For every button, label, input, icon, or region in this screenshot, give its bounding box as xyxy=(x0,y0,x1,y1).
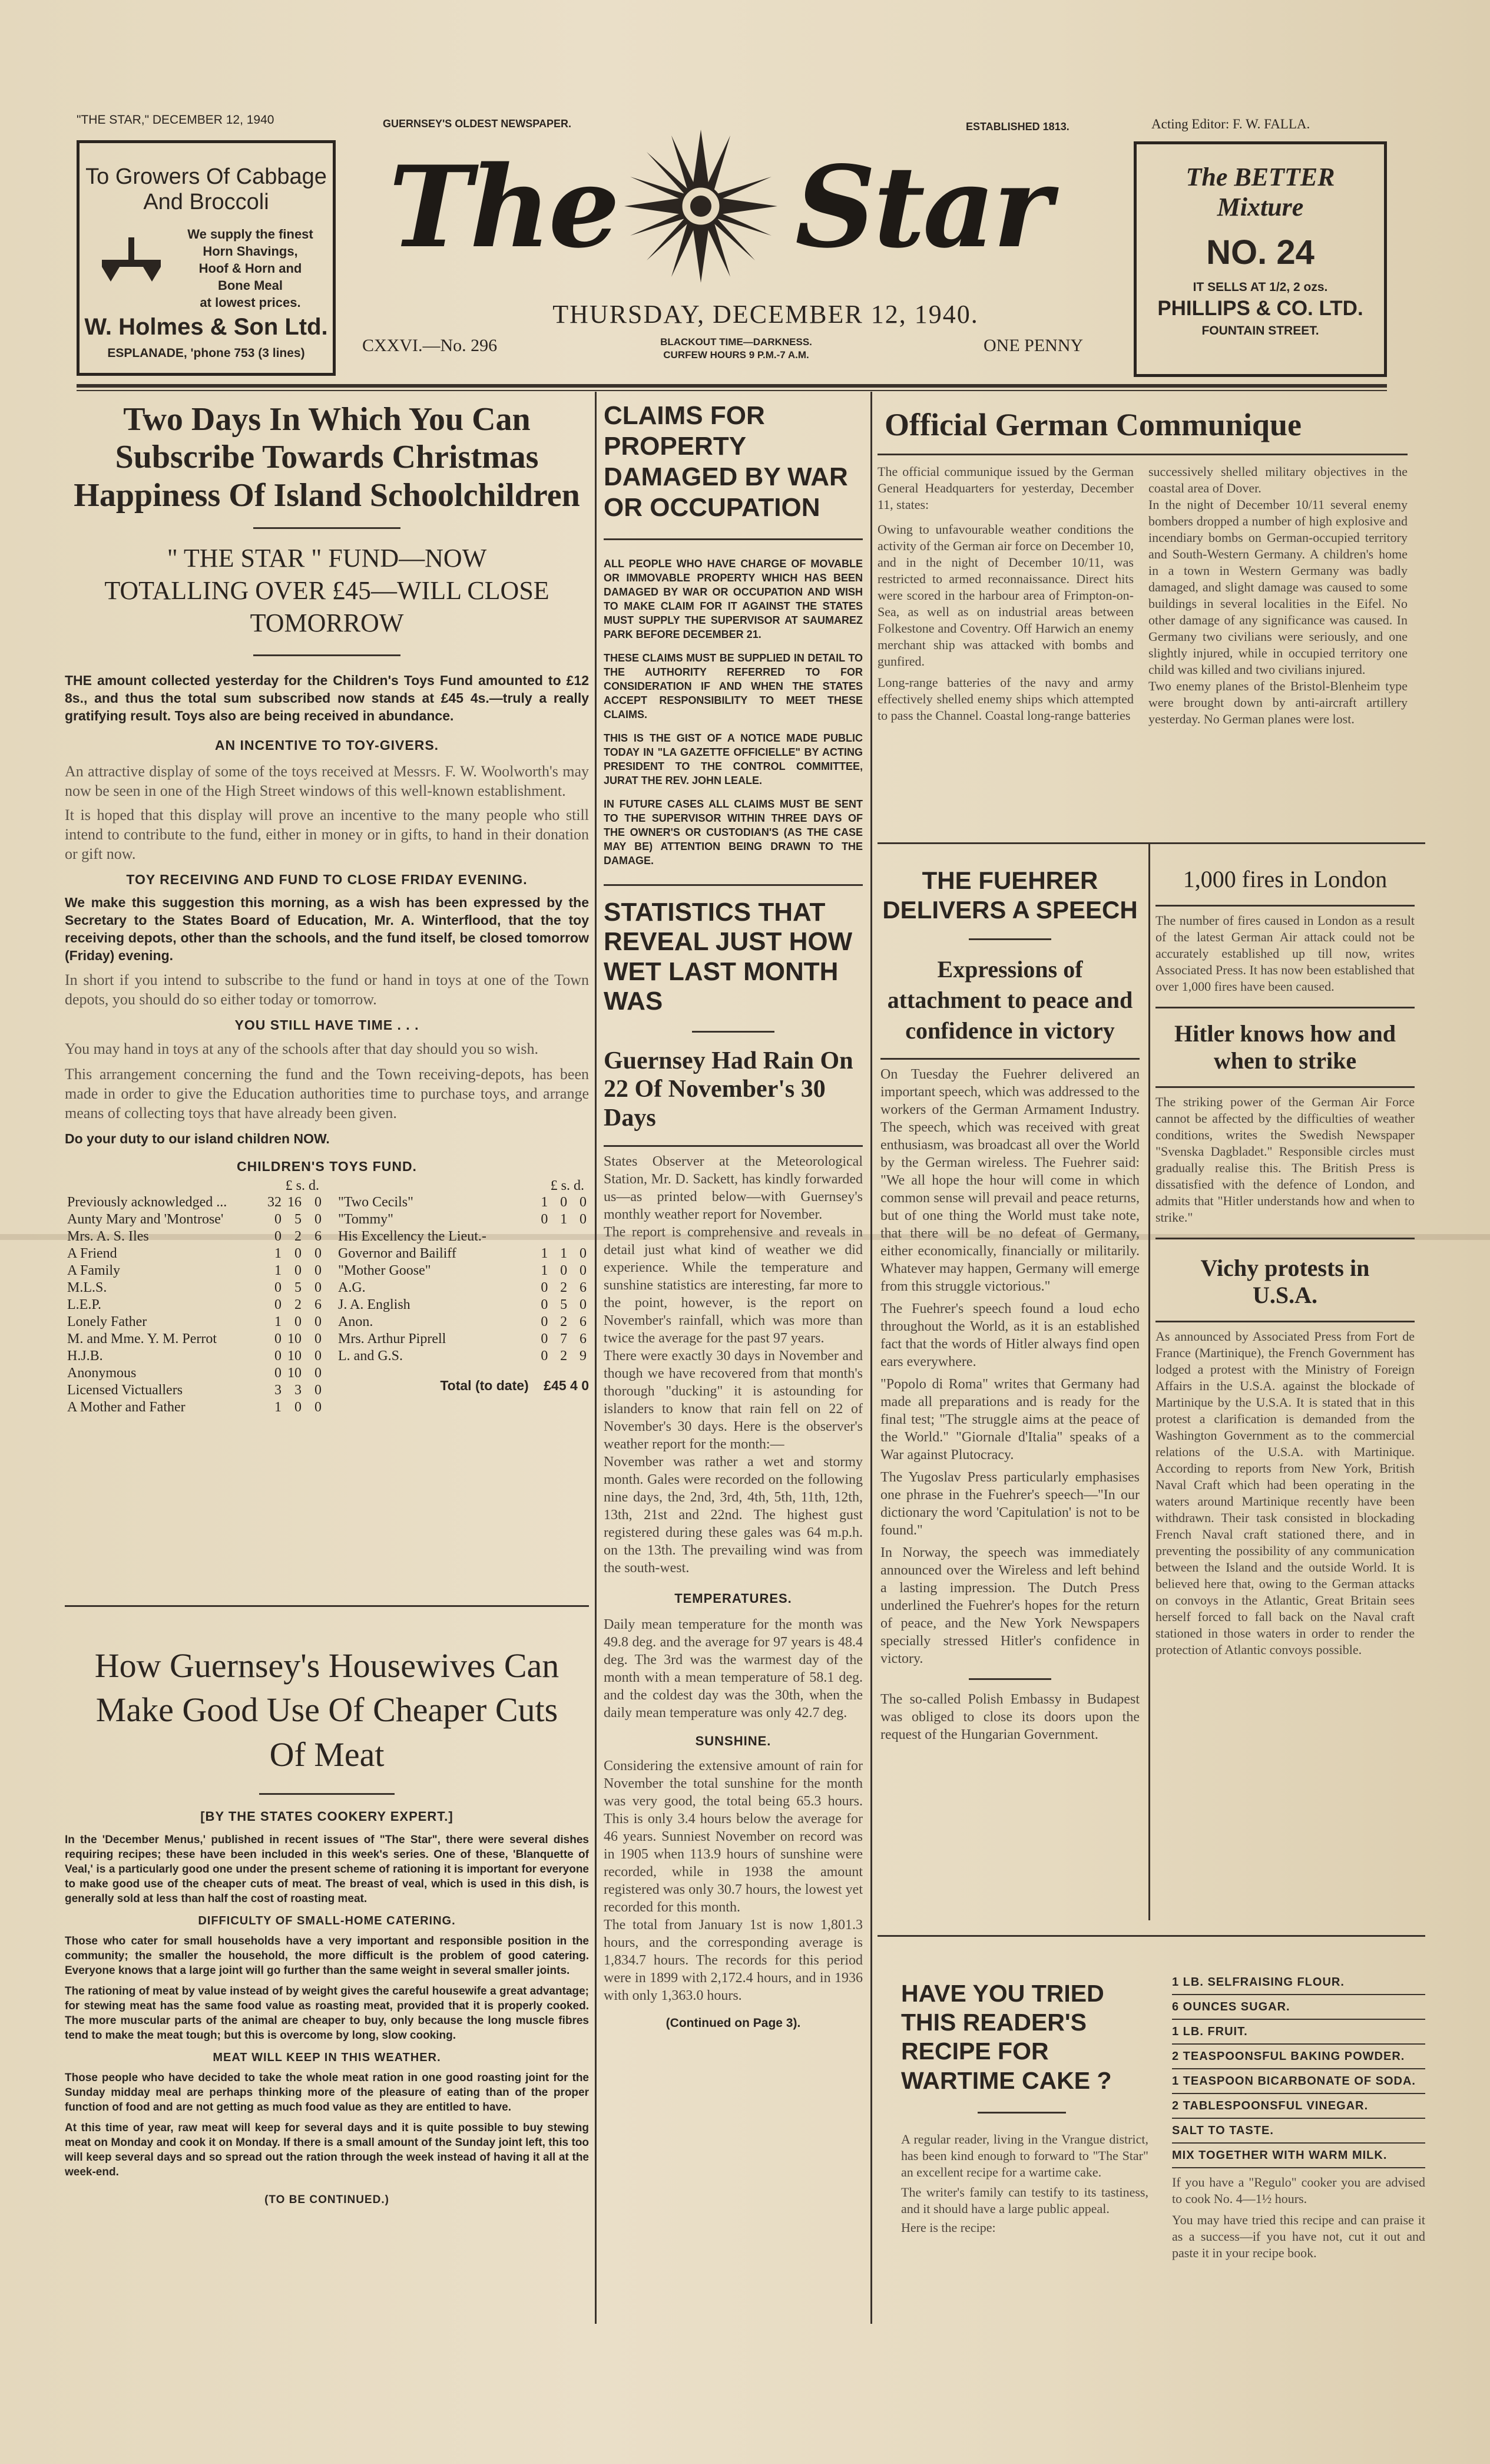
fund-amount: 10 xyxy=(287,1331,302,1347)
fund-amount: 0 xyxy=(314,1314,322,1330)
short-rule xyxy=(969,938,1051,940)
fund-amount: 32 xyxy=(267,1195,282,1210)
fund-amount: 2 xyxy=(560,1348,568,1364)
meat-headline: How Guernsey's Housewives Can Make Good Use Of Cheaper Cuts Of Meat xyxy=(94,1646,559,1774)
fund-row xyxy=(65,1365,324,1382)
short-rule xyxy=(253,527,400,529)
fund-table-left xyxy=(65,1178,324,1416)
fund-amount: 2 xyxy=(560,1314,568,1330)
toys-para-5: In short if you intend to subscribe to the fund or hand in toys at one of the Town depots, you should do so either today or tomorrow. xyxy=(65,971,589,1008)
fund-amount: 1 xyxy=(274,1246,282,1262)
rule xyxy=(1155,1321,1415,1322)
ad-holmes-l6: Bone Meal xyxy=(217,278,283,293)
fires-headline: 1,000 fires in London xyxy=(1183,866,1388,892)
fund-row xyxy=(65,1348,324,1365)
masthead-curfew: CURFEW HOURS 9 P.M.-7 A.M. xyxy=(663,349,809,360)
fund-donor: L. and G.S. xyxy=(338,1348,403,1364)
stats-headline: STATISTICS THAT REVEAL JUST HOW WET LAST MONTH WAS xyxy=(604,897,853,1016)
toys-heading-3: YOU STILL HAVE TIME . . . xyxy=(234,1017,419,1033)
column-1 xyxy=(65,401,589,1416)
communique-article xyxy=(878,406,1408,727)
masthead-rule-thin xyxy=(77,390,1387,391)
cake-para-3: Here is the recipe: xyxy=(901,2220,996,2235)
fund-amount: 10 xyxy=(287,1348,302,1364)
fund-amount: 0 xyxy=(580,1263,587,1279)
ad-phillips-firm: PHILLIPS & CO. LTD. xyxy=(1157,297,1363,320)
rain-para-2: The report is comprehensive and reveals in detail just what kind of weather we did experience. While the temperature and sunshine statistics are interesting, far more to the point, however, is the report on November's rainfall, which was more than twice the average for the past 97 years. xyxy=(604,1224,863,1346)
fund-row xyxy=(336,1262,589,1279)
fund-amount: 1 xyxy=(560,1212,568,1228)
fund-amount: 5 xyxy=(294,1280,302,1296)
fund-amount: 5 xyxy=(560,1297,568,1313)
fund-amount: 6 xyxy=(580,1331,587,1347)
masthead-blackout: BLACKOUT TIME—DARKNESS. xyxy=(660,336,812,348)
masthead-established: ESTABLISHED 1813. xyxy=(966,121,1070,133)
rule xyxy=(604,538,863,540)
fund-amount: 10 xyxy=(287,1365,302,1381)
fund-amount: 0 xyxy=(541,1331,548,1347)
fund-donor: Aunty Mary and 'Montrose' xyxy=(67,1212,224,1228)
rule xyxy=(1155,1007,1415,1008)
rule xyxy=(604,1145,863,1147)
fund-amount: 1 xyxy=(274,1314,282,1330)
fork-icon xyxy=(96,231,167,285)
fund-amount: 0 xyxy=(314,1383,322,1398)
rule xyxy=(1155,1086,1415,1088)
fund-row xyxy=(336,1228,589,1245)
section-rule xyxy=(65,1605,589,1607)
toys-para-3: It is hoped that this display will prove an incentive to the many people who still intend to contribute to the fund, either in money or in gifts, to hand in their donation or gift now. xyxy=(65,806,589,863)
fund-donor: Anon. xyxy=(338,1314,373,1330)
fund-amount: 0 xyxy=(274,1297,282,1313)
fund-amount: 0 xyxy=(541,1280,548,1296)
fuehrer-para-6: The so-called Polish Embassy in Budapest was obliged to close its doors upon the request of the Hungarian Government. xyxy=(880,1692,1140,1743)
communique-para-2: Owing to unfavourable weather conditions the activity of the German air force on December 10, and in the night of December 10/11, was restricted to armed reconnaissance. Direct hits were scored in the harbour area of Frimpton-on-Sea, as well as on industrial areas between Folkestone and Coventry. Off Harwich an enemy merchant ship was attacked with bombs and gunfired. xyxy=(878,522,1134,669)
column-rule-3 xyxy=(1148,842,1150,1920)
masthead-oldest: GUERNSEY'S OLDEST NEWSPAPER. xyxy=(383,118,571,130)
fund-donor: Governor and Bailiff xyxy=(338,1246,456,1262)
masthead-title-right: Star xyxy=(795,141,1050,273)
cake-para-2: The writer's family can testify to its tastiness, and it should have a large public appeal. xyxy=(901,2184,1148,2216)
fund-donor: Anonymous xyxy=(67,1365,137,1381)
toys-heading-2: TOY RECEIVING AND FUND TO CLOSE FRIDAY EVENING. xyxy=(126,872,528,888)
meat-para-5: At this time of year, raw meat will keep for several days and it is quite possible to buy stewing meat on Monday and cook it on Monday. If there is a small amount of the Sunday joint left, this too will keep several days and so spread out the ration through the week instead of having it all at the week-end. xyxy=(65,2122,589,2179)
meat-continued: (TO BE CONTINUED.) xyxy=(264,2194,389,2207)
ad-phillips xyxy=(1134,141,1387,377)
ad-phillips-number: NO. 24 xyxy=(1206,233,1314,272)
fund-amount: 0 xyxy=(541,1314,548,1330)
short-rule xyxy=(692,1031,774,1033)
fund-amount: 2 xyxy=(294,1229,302,1245)
fund-amount: 0 xyxy=(560,1195,568,1210)
cake-para-1: A regular reader, living in the Vrangue district, has been kind enough to forward to "The Star" an excellent recipe for a wartime cake. xyxy=(901,2131,1148,2179)
fuehrer-para-3: "Popolo di Roma" writes that Germany had made all preparations and is ready for the final test; "The struggle aims at the peace of the World." "Giornale d'Italia" speaks of a War against Plutocracy. xyxy=(880,1377,1140,1463)
fund-row xyxy=(65,1399,324,1416)
temp-heading: TEMPERATURES. xyxy=(674,1590,792,1606)
fund-amount: 0 xyxy=(274,1229,282,1245)
fund-amount: 0 xyxy=(274,1331,282,1347)
fund-donor: A Mother and Father xyxy=(67,1400,186,1415)
recipe-ingredient: MIX TOGETHER WITH WARM MILK. xyxy=(1172,2144,1425,2168)
fund-row xyxy=(336,1194,589,1211)
recipe-ingredient: 1 TEASPOON BICARBONATE OF SODA. xyxy=(1172,2069,1425,2094)
fund-donor: A Friend xyxy=(67,1246,117,1262)
recipe-ingredient: 1 LB. SELFRAISING FLOUR. xyxy=(1172,1970,1425,1995)
fund-amount: 0 xyxy=(294,1400,302,1415)
meat-heading-2: MEAT WILL KEEP IN THIS WEATHER. xyxy=(213,2051,441,2065)
communique-para-6: Two enemy planes of the Bristol-Blenheim type were brought down by anti-aircraft artillery yesterday. No German planes were lost. xyxy=(1148,679,1408,727)
ad-holmes-l5: Hoof & Horn and xyxy=(198,261,302,276)
fund-amount: 1 xyxy=(541,1263,548,1279)
fund-amount xyxy=(550,1228,569,1245)
fuehrer-article xyxy=(880,866,1140,1744)
claims-para-3: THIS IS THE GIST OF A NOTICE MADE PUBLIC TODAY IN "LA GAZETTE OFFICIELLE" BY ACTING PRESIDENT TO THE CONTROL COMMITTEE, JURAT THE REV. JOHN LEALE. xyxy=(604,732,863,786)
rain-headline: Guernsey Had Rain On 22 Of November's 30 Days xyxy=(604,1047,853,1132)
fund-row xyxy=(65,1297,324,1314)
fund-row xyxy=(336,1331,589,1348)
fund-row xyxy=(336,1297,589,1314)
fund-row xyxy=(336,1245,589,1262)
fund-row xyxy=(65,1211,324,1228)
fund-row xyxy=(336,1348,589,1365)
fund-donor: M.L.S. xyxy=(67,1280,107,1296)
fund-amount: 2 xyxy=(294,1297,302,1313)
ad-phillips-line2: Mixture xyxy=(1217,193,1304,221)
masthead-rule xyxy=(77,384,1387,388)
fund-donor: "Two Cecils" xyxy=(338,1195,413,1210)
toys-para-6: You may hand in toys at any of the schools after that day should you so wish. xyxy=(65,1040,538,1058)
fund-donor: A Family xyxy=(67,1263,121,1279)
fund-amount xyxy=(531,1228,550,1245)
meat-article xyxy=(65,1643,589,2207)
fund-amount: 0 xyxy=(541,1297,548,1313)
toys-lead: THE amount collected yesterday for the Children's Toys Fund amounted to £12 8s., and thus the total sum subscribed now stands at £45 4s.—truly a really gratifying result. Toys also are being received in abundance. xyxy=(65,673,589,724)
fund-amount: 0 xyxy=(294,1246,302,1262)
fund-amount: 0 xyxy=(580,1195,587,1210)
fund-amount xyxy=(569,1228,589,1245)
fund-amount: 6 xyxy=(314,1229,322,1245)
fund-amount: 9 xyxy=(580,1348,587,1364)
fund-amount: 3 xyxy=(294,1383,302,1398)
short-rule xyxy=(969,1678,1051,1680)
fund-row xyxy=(336,1211,589,1228)
fund-amount: 5 xyxy=(294,1212,302,1228)
fund-amount: 1 xyxy=(274,1263,282,1279)
fund-amount: 0 xyxy=(580,1297,587,1313)
fund-donor: M. and Mme. Y. M. Perrot xyxy=(67,1331,217,1347)
sun-heading: SUNSHINE. xyxy=(695,1733,772,1748)
fuehrer-para-2: The Fuehrer's speech found a loud echo throughout the World, as it is an established fact that the words of Hitler always find open ears everywhere. xyxy=(880,1301,1140,1370)
communique-para-4: successively shelled military objectives in the coastal area of Dover. xyxy=(1148,464,1408,496)
short-rule xyxy=(259,1793,395,1795)
cake-cook-note: If you have a "Regulo" cooker you are advised to cook No. 4—1½ hours. xyxy=(1172,2175,1425,2206)
fund-row xyxy=(336,1314,589,1331)
ad-phillips-sells: IT SELLS AT 1/2, 2 ozs. xyxy=(1193,280,1328,294)
fund-donor: A.G. xyxy=(338,1280,366,1296)
communique-para-1: The official communique issued by the German General Headquarters for yesterday, December 11, states: xyxy=(878,464,1134,512)
fund-table-right xyxy=(336,1178,589,1416)
cake-recipe xyxy=(1172,1970,1425,2261)
ad-phillips-address: FOUNTAIN STREET. xyxy=(1201,324,1319,338)
fund-amount: 0 xyxy=(314,1280,322,1296)
temp-para: Daily mean temperature for the month was 49.8 deg. and the average for 97 years is 48.4 deg. The 3rd was the warmest day of the month with a mean temperature of 58.1 deg. and the coldest day was the 30th, when the daily mean temperature was only 42.7 deg. xyxy=(604,1616,863,1721)
fund-units-left: £ s. d. xyxy=(285,1178,319,1194)
meat-para-1: In the 'December Menus,' published in recent issues of "The Star", there were several dishes requiring recipes; these have been included in this week's series. One of these, 'Blanquette of Veal,' is a particularly good one under the present scheme of rationing it is important for everyone to make good use of the cheaper cuts of meat. The breast of veal, which is used in this dish, is generally sold at less than half the cost of roasting meat. xyxy=(65,1834,589,1906)
recipe-ingredient: 2 TEASPOONSFUL BAKING POWDER. xyxy=(1172,2045,1425,2069)
fund-donor: Lonely Father xyxy=(67,1314,147,1330)
recipe-ingredient: 2 TABLESPOONSFUL VINEGAR. xyxy=(1172,2094,1425,2119)
masthead-volume: CXXVI.—No. 296 xyxy=(362,336,498,355)
masthead-price: ONE PENNY xyxy=(984,336,1084,355)
fund-title: CHILDREN'S TOYS FUND. xyxy=(237,1159,417,1175)
fund-donor: Previously acknowledged ... xyxy=(67,1195,227,1210)
cake-closing: You may have tried this recipe and can praise it as a success—if you have not, cut it out and paste it in your recipe book. xyxy=(1172,2212,1425,2260)
rule xyxy=(604,884,863,886)
ad-holmes-l4: Horn Shavings, xyxy=(203,244,298,259)
fund-amount: 7 xyxy=(560,1331,568,1347)
recipe-ingredient: SALT TO TASTE. xyxy=(1172,2119,1425,2144)
fund-amount: 0 xyxy=(274,1280,282,1296)
fund-amount: 6 xyxy=(580,1314,587,1330)
fund-amount: 0 xyxy=(314,1365,322,1381)
toys-para-4: We make this suggestion this morning, as a wish has been expressed by the Secretary to the States Board of Education, Mr. A. Winterflood, that the toy receiving depots, other than the schools, and the fund itself, be closed tomorrow (Friday) evening. xyxy=(65,895,589,964)
column-4 xyxy=(1155,866,1415,1658)
fund-row xyxy=(65,1382,324,1399)
fund-amount: 2 xyxy=(560,1280,568,1296)
fund-amount: 1 xyxy=(274,1400,282,1415)
fund-donor: Mrs. A. S. Iles xyxy=(67,1229,149,1245)
short-rule xyxy=(978,2112,1066,2114)
fuehrer-para-5: In Norway, the speech was immediately announced over the Wireless and left behind a lasting impression. The Dutch Press underlined the Fuehrer's hopes for the return of peace, and the New York Newspapers specially stressed Hitler's confidence in victory. xyxy=(880,1545,1140,1667)
fund-amount: 0 xyxy=(314,1212,322,1228)
short-rule xyxy=(253,654,400,656)
cake-article xyxy=(901,1979,1148,2236)
toys-heading-1: AN INCENTIVE TO TOY-GIVERS. xyxy=(214,737,439,753)
fund-amount: 3 xyxy=(274,1383,282,1398)
fuehrer-para-4: The Yugoslav Press particularly emphasises one phrase in the Fuehrer's speech—"In our dictionary the word 'Capitulation' is not to be found." xyxy=(880,1470,1140,1539)
fuehrer-para-1: On Tuesday the Fuehrer delivered an important speech, which was addressed to the workers of the German Armament Industry. The speech, which was received with great enthusiasm, was broadcast all over the World by the German wireless. The Fuehrer said: "We all hope the hour will come in which common sense will prevail and peace returns, but of one thing the World must take note, that there will be no defeat of Germany, either economically, financially or militarily. Whatever may happen, Germany will emerge from this struggle victorious." xyxy=(880,1067,1140,1295)
ad-holmes-line1: To Growers Of Cabbage xyxy=(85,164,327,189)
rain-para-3: There were exactly 30 days in November and though we have recovered from that month's thorough "ducking" it is astounding for islanders to know that rain fell on 22 of November's 30 days. Here is the observer's weather report for the month:— xyxy=(604,1348,863,1452)
rain-continued: (Continued on Page 3). xyxy=(665,2016,801,2030)
recipe-ingredient: 1 LB. FRUIT. xyxy=(1172,2020,1425,2045)
fund-amount: 0 xyxy=(541,1348,548,1364)
fund-amount: 0 xyxy=(314,1331,322,1347)
fund-row xyxy=(65,1279,324,1297)
claims-para-2: THESE CLAIMS MUST BE SUPPLIED IN DETAIL TO THE AUTHORITY REFERRED TO FOR CONSIDERATION IF AND WHEN THE STATES ACCEPT RESPONSIBILITY TO MEET THESE CLAIMS. xyxy=(604,651,863,720)
toys-headline: Two Days In Which You Can Subscribe Towards Christmas Happiness Of Island Schoolchildren xyxy=(74,401,580,514)
fund-amount: 0 xyxy=(274,1212,282,1228)
vichy-para: As announced by Associated Press from Fort de France (Martinique), the French Government has lodged a protest with the Ministry of Foreign Affairs in the U.S.A. against the blockade of Martinique by the U.S.A. It is stated that in this protest a clarification is demanded from the Washington Government as to the commercial relations of the U.S.A. with Martinique. According to reports from New York, British Naval Craft which had been operating in the waters around Martinique recently have been withdrawn. Their task consisted in blockading French Naval craft stationed there, and in preventing the possibility of any communication between the Island and the outside World. It is believed here that, owing to the German attacks on convoys in the Atlantic, Great Britain sees herself forced to fall back on the Naval craft stationed in those waters in order to render the protection of Atlantic convoys possible. xyxy=(1155,1329,1415,1657)
fund-amount: 0 xyxy=(314,1263,322,1279)
meat-byline: [BY THE STATES COOKERY EXPERT.] xyxy=(200,1809,453,1824)
fund-row xyxy=(65,1314,324,1331)
vichy-headline: Vichy protests in U.S.A. xyxy=(1200,1255,1370,1308)
fund-amount: 0 xyxy=(580,1212,587,1228)
fund-amount: 0 xyxy=(294,1314,302,1330)
claims-headline: CLAIMS FOR PROPERTY DAMAGED BY WAR OR OCCUPATION xyxy=(604,401,848,522)
toys-subhead: " THE STAR " FUND—NOW TOTALLING OVER £45—WILL CLOSE TOMORROW xyxy=(104,544,549,638)
star-emblem-icon xyxy=(624,130,777,283)
ad-holmes xyxy=(77,140,336,376)
column-rule-1 xyxy=(595,392,597,2324)
rule xyxy=(1155,905,1415,907)
toys-para-7: This arrangement concerning the fund and the Town receiving-depots, has been made in order to give the Education authorities time to purchase toys, and arrange means of collecting toys that have already been given. xyxy=(65,1066,589,1122)
hitler-para: The striking power of the German Air Force cannot be affected by the difficulties of weather conditions, writes the Swedish Newspaper "Svenska Dagbladet." Responsible circles must gradually realise this. The British Press is dissatisfied with the defence of London, and admits that "Hitler understands how and when to strike." xyxy=(1155,1094,1415,1225)
fund-total: £45 4 0 xyxy=(544,1378,589,1394)
meat-para-4: Those people who have decided to take the whole meat ration in one good roasting joint for the Sunday midday meal are perhaps thinking more of the pleasure of eating than of the proper function of food and are not getting as much food value as they are entitled to have. xyxy=(65,2072,589,2114)
ad-holmes-l7: at lowest prices. xyxy=(200,295,301,310)
fund-row xyxy=(65,1245,324,1262)
fires-para: The number of fires caused in London as a result of the latest German Air attack could not be accurately established up till now, writes Associated Press. It has now been established that over 1,000 fires have been caused. xyxy=(1155,913,1415,994)
sun-para-1: Considering the extensive amount of rain for November the total sunshine for the month was very good, the total being 65.3 hours. This is only 3.4 hours below the average for 46 years. Sunniest November on record was in 1905 when 113.9 hours of sunshine were recorded, while in 1938 the amount registered was only 30.7 hours, the lowest yet recorded for this month. xyxy=(604,1758,863,1915)
fund-amount: 6 xyxy=(580,1280,587,1296)
fund-donor: L.E.P. xyxy=(67,1297,102,1313)
fund-donor: "Tommy" xyxy=(338,1212,393,1228)
fund-row xyxy=(336,1279,589,1297)
hitler-headline: Hitler knows how and when to strike xyxy=(1174,1020,1396,1074)
fuehrer-headline: THE FUEHRER DELIVERS A SPEECH xyxy=(882,866,1138,924)
fund-donor: His Excellency the Lieut.- xyxy=(338,1229,486,1245)
recipe-ingredient: 6 OUNCES SUGAR. xyxy=(1172,1995,1425,2020)
fund-donor: Mrs. Arthur Piprell xyxy=(338,1331,446,1347)
fund-row xyxy=(65,1262,324,1279)
ad-holmes-address: ESPLANADE, 'phone 753 (3 lines) xyxy=(107,346,305,360)
communique-headline: Official German Communique xyxy=(885,407,1302,442)
rule xyxy=(880,1058,1140,1060)
rule xyxy=(1155,1238,1415,1239)
fund-amount: 0 xyxy=(314,1348,322,1364)
fund-amount: 0 xyxy=(580,1246,587,1262)
fund-donor: H.J.B. xyxy=(67,1348,103,1364)
masthead-date: THURSDAY, DECEMBER 12, 1940. xyxy=(552,300,979,329)
sun-para-2: The total from January 1st is now 1,801.3 hours, and the corresponding average is 1,834.7 hours. The records for this period were in 1899 with 2,172.4 hours, and in 1936 with only 1,363.0 hours. xyxy=(604,1917,863,2003)
fund-amount: 0 xyxy=(314,1400,322,1415)
recipe-list xyxy=(1172,1970,1425,2168)
fund-amount: 1 xyxy=(541,1246,548,1262)
claims-para-1: ALL PEOPLE WHO HAVE CHARGE OF MOVABLE OR IMMOVABLE PROPERTY WHICH HAS BEEN DAMAGED BY WAR OR OCCUPATION AND WISH TO MAKE CLAIM FOR IT AGAINST THE STATES MUST SUPPLY THE SUPERVISOR AT SAUMAREZ PARK BEFORE DECEMBER 21. xyxy=(604,557,863,640)
fund-units-right: £ s. d. xyxy=(550,1178,584,1194)
fund-amount: 1 xyxy=(541,1195,548,1210)
rain-para-1: States Observer at the Meteorological Station, Mr. D. Sackett, has kindly forwarded us—as printed below—with Guernsey's monthly weather report for November. xyxy=(604,1153,863,1222)
ad-holmes-firm: W. Holmes & Son Ltd. xyxy=(84,314,328,340)
communique-para-3: Long-range batteries of the navy and army effectively shelled enemy ships which attempted to pass the Channel. Coastal long-range batteries xyxy=(878,675,1134,723)
fund-row xyxy=(65,1228,324,1245)
fund-amount: 6 xyxy=(314,1297,322,1313)
cake-headline: HAVE YOU TRIED THIS READER'S RECIPE FOR WARTIME CAKE ? xyxy=(901,1980,1112,2094)
fund-amount: 0 xyxy=(560,1263,568,1279)
section-rule xyxy=(878,842,1425,844)
meat-heading-1: DIFFICULTY OF SMALL-HOME CATERING. xyxy=(198,1914,456,1928)
column-2 xyxy=(604,401,863,2030)
fund-amount: 0 xyxy=(314,1195,322,1210)
toys-para-8: Do your duty to our island children NOW. xyxy=(65,1131,330,1147)
section-rule xyxy=(878,1935,1425,1937)
masthead-title-left: The xyxy=(389,141,618,273)
fund-donor: Licensed Victuallers xyxy=(67,1383,183,1398)
fund-amount: 0 xyxy=(541,1212,548,1228)
fund-amount: 0 xyxy=(274,1365,282,1381)
fund-amount: 1 xyxy=(560,1246,568,1262)
fund-amount: 16 xyxy=(287,1195,302,1210)
communique-para-5: In the night of December 10/11 several enemy bombers dropped a number of high explosive and incendiary bombs on German-occupied territory and South-Western Germany. A children's home in a town in Western Germany was badly damaged, and slight damage was caused to some buildings in several localities in the Eifel. No other damage of any significance was caused. In Germany two civilians were seriously, and one slightly injured, while in occupied territory one child was killed and two civilians injured. xyxy=(1148,497,1408,677)
fund-donor: "Mother Goose" xyxy=(338,1263,431,1279)
claims-para-4: IN FUTURE CASES ALL CLAIMS MUST BE SENT TO THE SUPERVISOR WITHIN THREE DAYS OF THE OWNER'S OR CUSTODIAN'S (AS THE CASE MAY BE) ATTENTION BEING DRAWN TO THE DAMAGE. xyxy=(604,798,863,866)
fund-row xyxy=(65,1331,324,1348)
fund-total-label: Total (to date) xyxy=(440,1378,529,1394)
ad-phillips-line1: The BETTER xyxy=(1186,163,1335,191)
ad-holmes-l3: We supply the finest xyxy=(187,227,313,242)
rain-para-4: November was rather a wet and stormy month. Gales were recorded on the following nine days, the 2nd, 3rd, 4th, 5th, 11th, 12th, 13th, 21st and 22nd. The highest gust registered during these gales was 64 m.p.h. on the 13th. The prevailing wind was from the south-west. xyxy=(604,1454,863,1576)
meat-para-2: Those who cater for small households have a very important and responsible position in the community; the smaller the household, the more difficult is the problem of good catering. Everyone knows that a large joint will go further than the same weight in several smaller joints. xyxy=(65,1935,589,1977)
meat-para-3: The rationing of meat by value instead of by weight gives the careful housewife a great advantage; for stewing meat has the same food value as roasting meat, provided that it is properly cooked. The more muscular parts of the animal are cheaper to buy, only because the long muscle fibres tend to make the meat tough; but this is overcome by long, slow cooking. xyxy=(65,1985,589,2042)
column-rule-2 xyxy=(870,392,872,2324)
fuehrer-subhead: Expressions of attachment to peace and confidence in victory xyxy=(887,956,1133,1044)
masthead-left-date: "THE STAR," DECEMBER 12, 1940 xyxy=(77,113,274,127)
masthead-editor: Acting Editor: F. W. FALLA. xyxy=(1151,117,1310,131)
ad-holmes-line2: And Broccoli xyxy=(143,190,269,214)
rule xyxy=(878,454,1408,455)
fund-donor: J. A. English xyxy=(338,1297,410,1313)
fund-row xyxy=(65,1194,324,1211)
fund-amount: 0 xyxy=(274,1348,282,1364)
fund-amount: 0 xyxy=(314,1246,322,1262)
toys-para-2: An attractive display of some of the toys received at Messrs. F. W. Woolworth's may now be seen in one of the High Street windows of this well-known establishment. xyxy=(65,763,589,800)
fund-amount: 0 xyxy=(294,1263,302,1279)
